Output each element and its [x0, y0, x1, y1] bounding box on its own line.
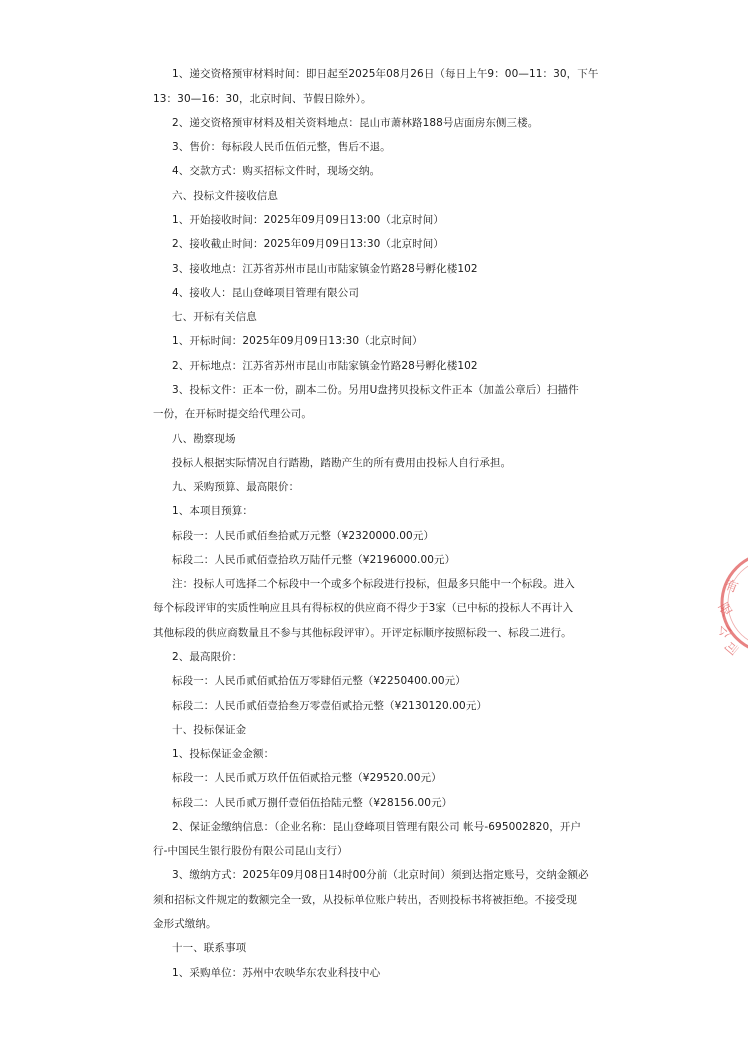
text-line: 投标人根据实际情况自行踏勘，踏勘产生的所有费用由投标人自行承担。	[172, 457, 512, 469]
svg-text:有: 有	[722, 577, 740, 597]
text-line: 2、接收截止时间：2025年09月09日13:30（北京时间）	[172, 238, 444, 250]
text-line: 3、接收地点：江苏省苏州市昆山市陆家镇金竹路28号孵化楼102	[172, 263, 478, 275]
text-line: 标段二：人民币贰佰壹拾玖万陆仟元整（¥2196000.00元）	[172, 554, 456, 566]
text-line: 须和招标文件规定的数额完全一致，从投标单位账户转出，否则投标书将被拒绝。不接受现	[153, 894, 577, 906]
text-line: 其他标段的供应商数量且不参与其他标段评审）。开评定标顺序按照标段一、标段二进行。	[153, 627, 572, 639]
section-heading: 六、投标文件接收信息	[172, 190, 278, 202]
text-line: 注：投标人可选择二个标段中一个或多个标段进行投标，但最多只能中一个标段。进入	[172, 578, 575, 590]
text-line: 1、开始接收时间：2025年09月09日13:00（北京时间）	[172, 214, 444, 226]
text-line: 3、售价：每标段人民币伍佰元整，售后不退。	[172, 141, 391, 153]
text-line: 2、保证金缴纳信息：（企业名称：昆山登峰项目管理有限公司 帐号-695002820，开户	[172, 821, 582, 833]
svg-text:限: 限	[714, 600, 735, 620]
text-line: 3、缴纳方式：2025年09月08日14时00分前（北京时间）须到达指定账号，交纳金额必	[172, 869, 589, 881]
section-heading: 十、投标保证金	[172, 724, 247, 736]
text-line: 一份，在开标时提交给代理公司。	[153, 408, 312, 420]
section-heading: 十一、联系事项	[172, 942, 247, 954]
text-line: 4、接收人：昆山登峰项目管理有限公司	[172, 287, 359, 299]
text-line: 标段一：人民币贰佰贰拾伍万零肆佰元整（¥2250400.00元）	[172, 675, 466, 687]
section-heading: 九、采购预算、最高限价：	[172, 481, 300, 493]
text-line: 每个标段评审的实质性响应且具有得标权的供应商不得少于3家（已中标的投标人不再计入	[153, 602, 574, 614]
text-line: 1、递交资格预审材料时间：即日起至2025年08月26日（每日上午9：00—11：30，下午	[172, 68, 599, 80]
text-line: 行-中国民生银行股份有限公司昆山支行）	[153, 845, 348, 857]
text-line: 2、递交资格预审材料及相关资料地点：昆山市萧林路188号店面房东侧三楼。	[172, 117, 539, 129]
text-line: 3、投标文件：正本一份，副本二份。另用U盘拷贝投标文件正本（加盖公章后）扫描件	[172, 384, 579, 396]
text-line: 2、开标地点：江苏省苏州市昆山市陆家镇金竹路28号孵化楼102	[172, 360, 478, 372]
text-line: 4、交款方式：购买招标文件时，现场交纳。	[172, 165, 381, 177]
text-line: 标段二：人民币贰万捌仟壹佰伍拾陆元整（¥28156.00元）	[172, 797, 453, 809]
section-heading: 七、开标有关信息	[172, 311, 257, 323]
text-line: 13：30—16：30，北京时间、节假日除外）。	[153, 93, 372, 105]
company-seal-stamp	[712, 548, 748, 658]
text-line: 2、最高限价：	[172, 651, 243, 663]
svg-text:司: 司	[720, 637, 741, 658]
text-line: 标段一：人民币贰佰叁拾贰万元整（¥2320000.00元）	[172, 530, 435, 542]
text-line: 1、本项目预算：	[172, 505, 253, 517]
text-line: 1、投标保证金金额：	[172, 748, 275, 760]
text-line: 1、开标时间：2025年09月09日13:30（北京时间）	[172, 335, 423, 347]
text-line: 标段二：人民币贰佰壹拾叁万零壹佰贰拾元整（¥2130120.00元）	[172, 700, 488, 712]
text-line: 1、采购单位：苏州中农映华东农业科技中心	[172, 967, 381, 979]
text-line: 金形式缴纳。	[153, 918, 217, 930]
section-heading: 八、勘察现场	[172, 433, 236, 445]
text-line: 标段一：人民币贰万玖仟伍佰贰拾元整（¥29520.00元）	[172, 772, 442, 784]
svg-text:公: 公	[715, 623, 733, 639]
